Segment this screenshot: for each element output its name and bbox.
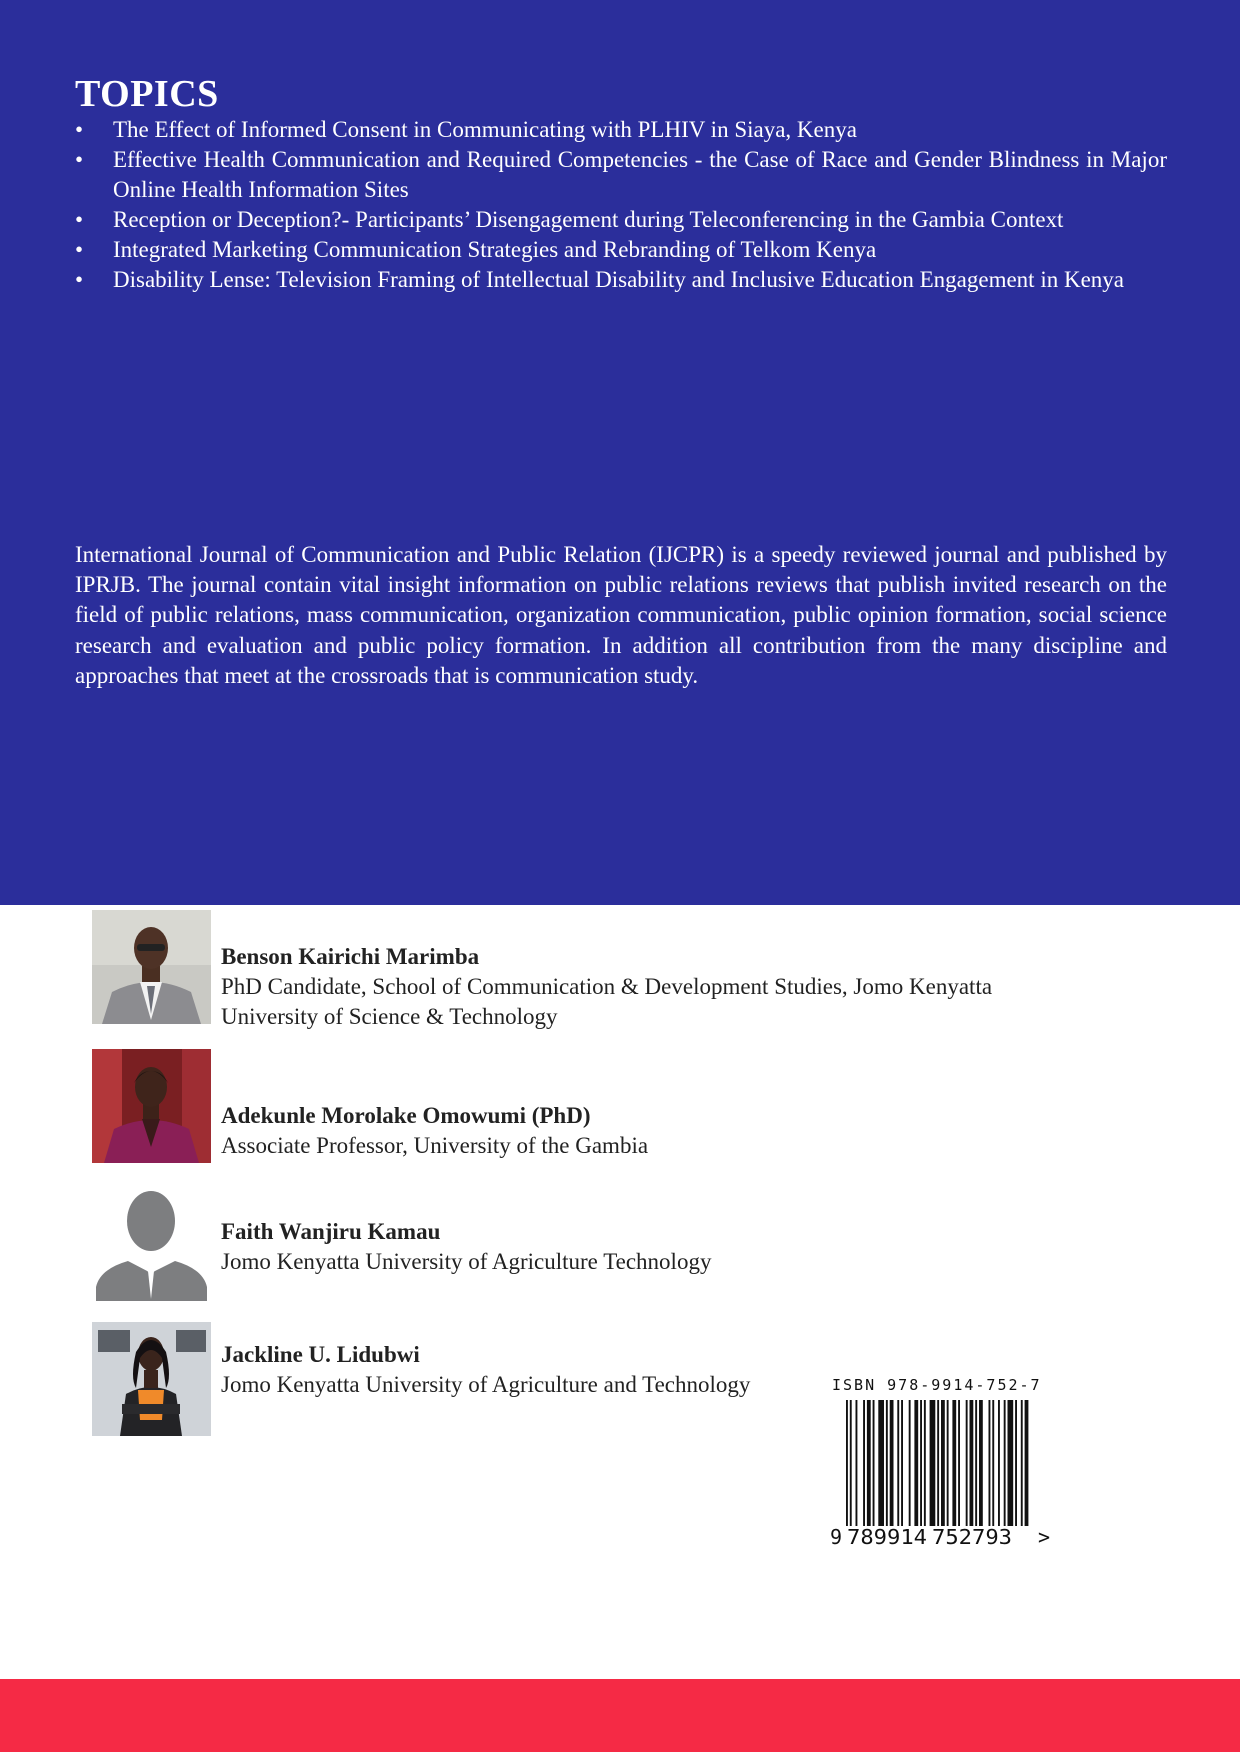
author-affiliation: PhD Candidate, School of Communication & Development Studies, Jomo Kenyatta — [221, 974, 993, 999]
isbn-block — [830, 1376, 1050, 1556]
bottom-color-strip — [0, 1679, 1240, 1752]
barcode-bar — [1015, 1400, 1017, 1526]
barcode-bar — [856, 1400, 858, 1526]
author-photo — [92, 1049, 211, 1163]
author-entry — [92, 1049, 1192, 1164]
barcode-bar — [914, 1400, 918, 1526]
barcode-bar — [850, 1400, 852, 1526]
author-affiliation: Jomo Kenyatta University of Agriculture Technology — [221, 1249, 712, 1274]
barcode-bar — [937, 1400, 939, 1526]
barcode-bar — [1004, 1400, 1006, 1526]
topics-heading: TOPICS — [75, 73, 219, 115]
barcode-bar — [878, 1400, 884, 1526]
topics-list — [75, 115, 1167, 295]
author-entry — [92, 1187, 1192, 1302]
isbn-label: ISBN 978-9914-752-7 — [832, 1376, 1042, 1394]
barcode-bar — [846, 1400, 848, 1526]
barcode-bar — [930, 1400, 936, 1526]
author-name: Faith Wanjiru Kamau — [221, 1219, 441, 1244]
barcode-bar — [998, 1400, 1000, 1526]
author-affiliation: Associate Professor, University of the Gambia — [221, 1133, 649, 1158]
author-text — [221, 942, 992, 1032]
topic-item: • Integrated Marketing Communication Strategies and Rebranding of Telkom Kenya — [75, 235, 1167, 265]
author-name: Jackline U. Lidubwi — [221, 1342, 420, 1367]
barcode-bar — [952, 1400, 956, 1526]
barcode-bar — [920, 1400, 922, 1526]
topic-item: • Reception or Deception?- Participants’ Disengagement during Teleconferencing in the Gambia Context — [75, 205, 1167, 235]
author-entry — [92, 910, 1192, 1029]
author-affiliation: University of Science & Technology — [221, 1004, 558, 1029]
author-affiliation: Jomo Kenyatta University of Agriculture and Technology — [221, 1372, 751, 1397]
barcode-bar — [992, 1400, 994, 1526]
barcode-first-digit: 9 — [830, 1525, 843, 1549]
author-name: Adekunle Morolake Omowumi (PhD) — [221, 1103, 591, 1128]
barcode-group-2: 752793 — [932, 1525, 1012, 1549]
barcode-bar — [890, 1400, 894, 1526]
author-photo-placeholder — [92, 1187, 211, 1301]
barcode-bar — [947, 1400, 949, 1526]
journal-description: International Journal of Communication and Public Relation (IJCPR) is a speedy reviewed journal and published by IPRJB. The journal contain vital insight information on public relations reviews that publish invited research on the field of public relations, mass communication, organization communication, public opinion formation, social science research and evaluation and public policy formation. In addition all contribution from the many discipline and approaches that meet at the crossroads that is communication study. — [75, 542, 1167, 688]
barcode-bar — [1008, 1400, 1014, 1526]
barcode-bar — [970, 1400, 974, 1526]
barcode-group-1: 789914 — [847, 1525, 927, 1549]
author-text — [221, 1340, 750, 1400]
barcode-bar — [1025, 1400, 1029, 1526]
barcode-end-mark: > — [1038, 1525, 1050, 1549]
barcode-bar — [886, 1400, 888, 1526]
topic-item: • Effective Health Communication and Required Competencies - the Case of Race and Gender Blindness in Major Online Health Information Sites — [75, 145, 1167, 205]
author-text — [221, 1217, 711, 1277]
barcode-bar — [901, 1400, 903, 1526]
author-photo — [92, 1322, 211, 1436]
barcode-bar — [1021, 1400, 1023, 1526]
barcode-bar — [966, 1400, 968, 1526]
barcode-bar — [979, 1400, 983, 1526]
author-photo — [92, 910, 211, 1024]
barcode-bar — [975, 1400, 977, 1526]
author-text — [221, 1101, 648, 1161]
barcode-bar — [989, 1400, 991, 1526]
barcode-bar — [909, 1400, 911, 1526]
barcode-bar — [941, 1400, 945, 1526]
topic-item: • Disability Lense: Television Framing of Intellectual Disability and Inclusive Education Engagement in Kenya — [75, 265, 1167, 295]
author-name: Benson Kairichi Marimba — [221, 944, 480, 969]
topic-item: • The Effect of Informed Consent in Communicating with PLHIV in Siaya, Kenya — [75, 115, 1167, 145]
barcode-bar — [958, 1400, 960, 1526]
barcode-bar — [897, 1400, 899, 1526]
barcode-bar — [873, 1400, 875, 1526]
barcode-bar — [867, 1400, 871, 1526]
barcode-bar — [863, 1400, 865, 1526]
barcode — [830, 1400, 1050, 1550]
barcode-bar — [924, 1400, 926, 1526]
